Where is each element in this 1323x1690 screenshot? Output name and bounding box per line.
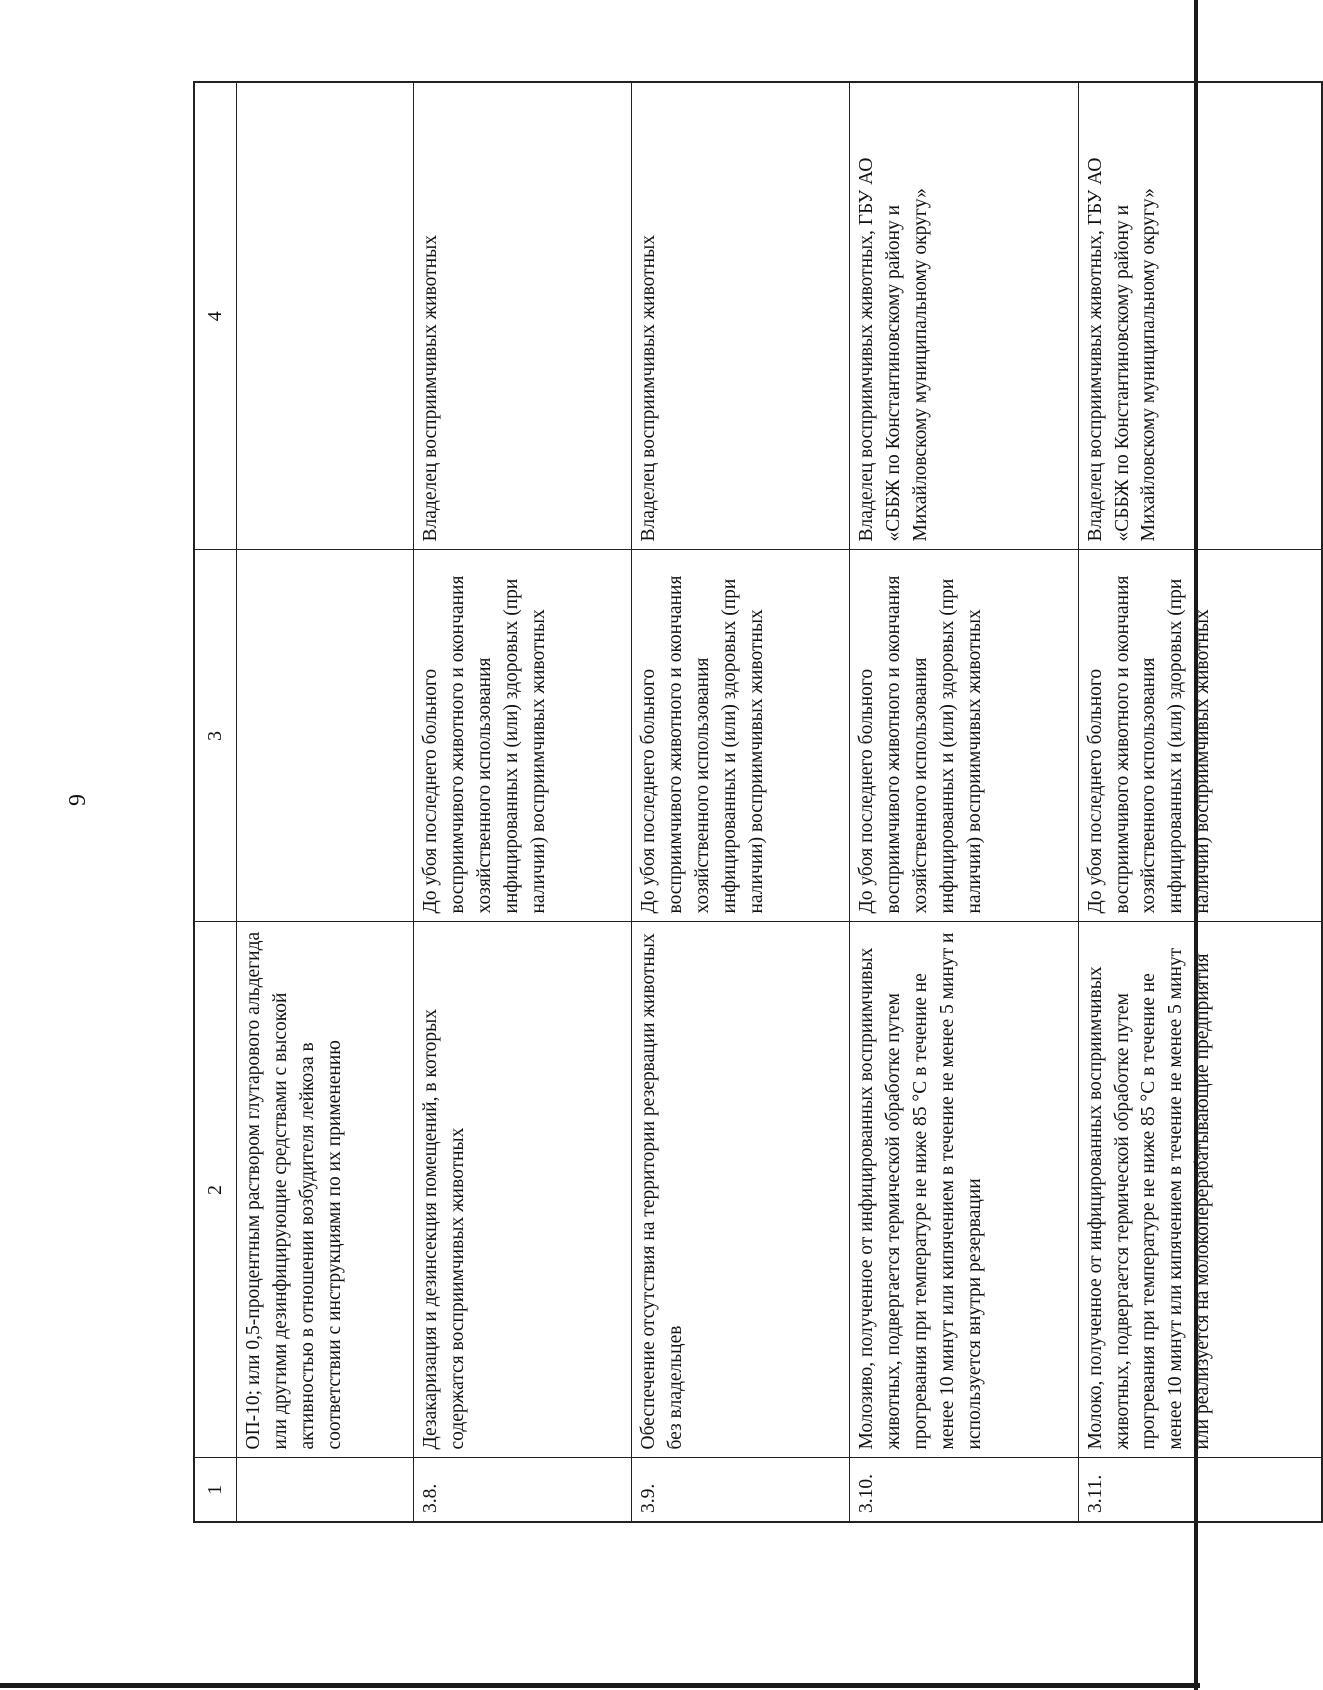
- period-cell: До убоя последнего больного восприимчивого животного и окончания хозяйственного использования инфицированных и (или) здоровых (при наличии) восприимчивых животных: [850, 550, 1078, 922]
- row-number: 3.9.: [632, 1458, 850, 1522]
- table-row: [850, 82, 1078, 1522]
- header-col-4: 4: [194, 82, 236, 550]
- period-cell: До убоя последнего больного восприимчивого животного и окончания хозяйственного использования инфицированных и (или) здоровых (при наличии) восприимчивых животных: [1078, 550, 1322, 922]
- rotated-table-wrapper: [193, 83, 1323, 1523]
- responsible-cell: [236, 82, 413, 550]
- responsible-cell: Владелец восприимчивых животных, ГБУ АО «СББЖ по Константиновскому району и Михайловскому муниципальному округу»: [1078, 82, 1322, 550]
- header-col-1: 1: [194, 1458, 236, 1522]
- measure-cell: Обеспечение отсутствия на территории резервации животных без владельцев: [632, 922, 850, 1458]
- responsible-cell: Владелец восприимчивых животных: [632, 82, 850, 550]
- responsible-cell: Владелец восприимчивых животных: [414, 82, 632, 550]
- measure-cell: ОП-10; или 0,5-процентным раствором глутарового альдегида или другими дезинфицирующие средствами с высокой активностью в отношении возбудителя лейкоза в соответствии с инструкциями по их применению: [236, 922, 413, 1458]
- table-row: [414, 82, 632, 1522]
- scan-edge-bottom: [0, 1683, 1200, 1688]
- responsible-cell: Владелец восприимчивых животных, ГБУ АО «СББЖ по Константиновскому району и Михайловскому муниципальному округу»: [850, 82, 1078, 550]
- header-row: [194, 82, 236, 1522]
- period-cell: До убоя последнего больного восприимчивого животного и окончания хозяйственного использования инфицированных и (или) здоровых (при наличии) восприимчивых животных: [414, 550, 632, 922]
- measures-table: [193, 81, 1323, 1523]
- measure-cell: Молоко, полученное от инфицированных восприимчивых животных, подвергается термической обработке путем прогревания при температуре не ниже 85 °С в течение не менее 10 минут или кипячением в течение не менее 5 минут или реализуется на молокоперерабатывающие предприятия: [1078, 922, 1322, 1458]
- table-row: [632, 82, 850, 1522]
- table-row: [236, 82, 413, 1522]
- page-number: 9: [64, 794, 91, 806]
- row-number: 3.11.: [1078, 1458, 1322, 1522]
- period-cell: [236, 550, 413, 922]
- header-col-3: 3: [194, 550, 236, 922]
- measure-cell: Молозиво, полученное от инфицированных восприимчивых животных, подвергается термической обработке путем прогревания при температуре не ниже 85 °С в течение не менее 10 минут или кипячением в течение не менее 5 минут и используется внутри резервации: [850, 922, 1078, 1458]
- header-col-2: 2: [194, 922, 236, 1458]
- table-row: [1078, 82, 1322, 1522]
- row-number: 3.8.: [414, 1458, 632, 1522]
- measure-cell: Дезакаризация и дезинсекция помещений, в которых содержатся восприимчивых животных: [414, 922, 632, 1458]
- row-number: [236, 1458, 413, 1522]
- row-number: 3.10.: [850, 1458, 1078, 1522]
- period-cell: До убоя последнего больного восприимчивого животного и окончания хозяйственного использования инфицированных и (или) здоровых (при наличии) восприимчивых животных: [632, 550, 850, 922]
